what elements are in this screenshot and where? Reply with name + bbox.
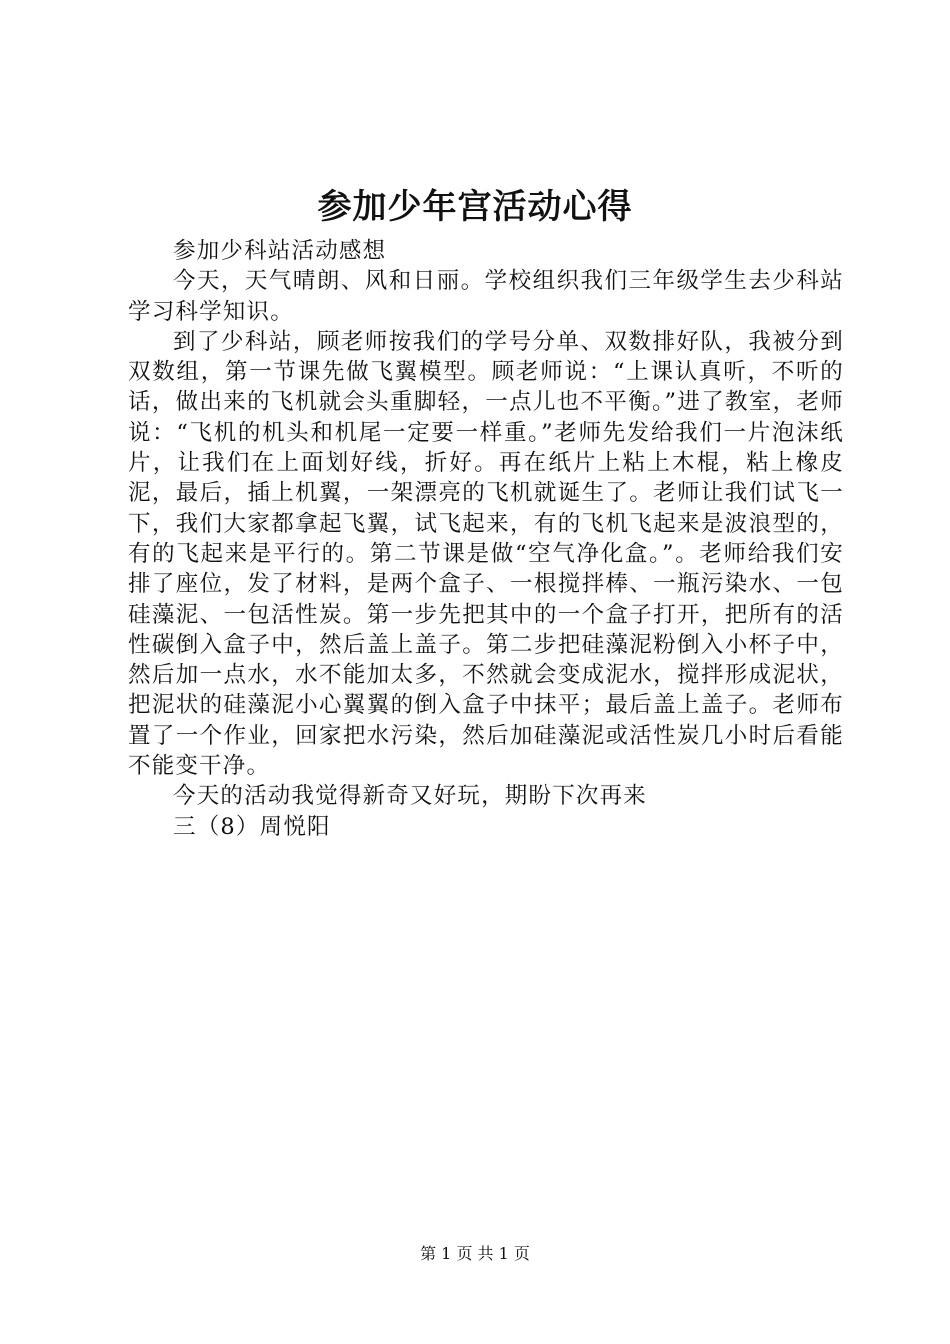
- document-body: [128, 236, 844, 842]
- page-number-footer: 第 1 页 共 1 页: [420, 1244, 530, 1263]
- document-title: 参加少年宫活动心得: [317, 187, 633, 227]
- paragraph-main: 到了少科站，顾老师按我们的学号分单、双数排好队，我被分到双数组，第一节课先做飞翼模型。顾老师说：“上课认真听，不听的话，做出来的飞机就会头重脚轻，一点儿也不平衡。”进了教室，老师说：“飞机的机头和机尾一定要一样重。”老师先发给我们一片泡沫纸片，让我们在上面划好线，折好。再在纸片上粘上木棍，粘上橡皮泥，最后，插上机翼，一架漂亮的飞机就诞生了。老师让我们试飞一下，我们大家都拿起飞翼，试飞起来，有的飞机飞起来是波浪型的，有的飞起来是平行的。第二节课是做“空气净化盒。”。老师给我们安排了座位，发了材料，是两个盒子、一根搅拌棒、一瓶污染水、一包硅藻泥、一包活性炭。第一步先把其中的一个盒子打开，把所有的活性碳倒入盒子中，然后盖上盖子。第二步把硅藻泥粉倒入小杯子中，然后加一点水，水不能加太多，不然就会变成泥水，搅拌形成泥状，把泥状的硅藻泥小心翼翼的倒入盒子中抹平；最后盖上盖子。老师布置了一个作业，回家把水污染，然后加硅藻泥或活性炭几小时后看能不能变干净。: [128, 328, 844, 780]
- paragraph-intro: 今天，天气晴朗、风和日丽。学校组织我们三年级学生去少科站学习科学知识。: [128, 268, 844, 325]
- paragraph-author: 三（8）周悦阳: [173, 813, 331, 840]
- paragraph-subtitle: 参加少科站活动感想: [173, 238, 387, 264]
- paragraph-conclusion: 今天的活动我觉得新奇又好玩，期盼下次再来: [173, 783, 648, 810]
